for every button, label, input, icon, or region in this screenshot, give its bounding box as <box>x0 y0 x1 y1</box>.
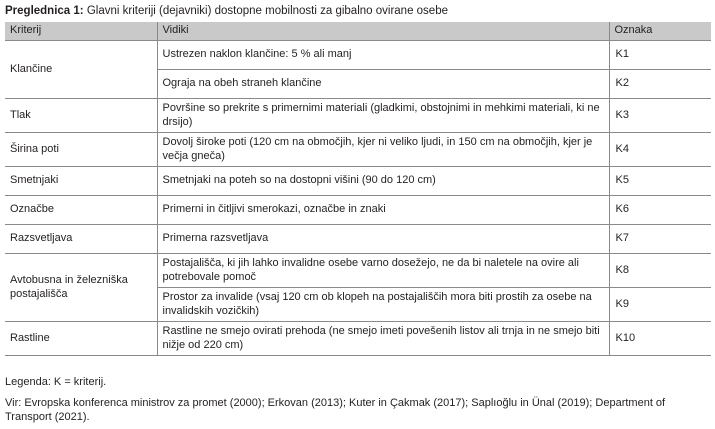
criterion-cell: Razsvetljava <box>5 225 157 254</box>
code-cell: K7 <box>609 225 711 254</box>
aspect-cell: Primerni in čitljivi smerokazi, označbe in znaki <box>157 196 609 225</box>
code-cell: K10 <box>609 322 711 356</box>
table-row <box>5 225 711 254</box>
header-criterion: Kriterij <box>5 22 157 41</box>
code-cell: K4 <box>609 133 711 167</box>
code-cell: K8 <box>609 254 711 288</box>
table-caption <box>5 4 710 18</box>
aspect-cell: Ustrezen naklon klančine: 5 % ali manj <box>157 41 609 70</box>
code-cell: K1 <box>609 41 711 70</box>
aspect-cell: Dovolj široke poti (120 cm na območjih, kjer ni veliko ljudi, in 150 cm na območjih, kjer je večja gneča) <box>157 133 609 167</box>
code-cell: K9 <box>609 288 711 322</box>
criterion-cell: Smetnjaki <box>5 167 157 196</box>
code-cell: K3 <box>609 99 711 133</box>
table-row <box>5 254 711 288</box>
aspect-cell: Primerna razsvetljava <box>157 225 609 254</box>
table-row <box>5 196 711 225</box>
aspect-cell: Postajališča, ki jih lahko invalidne osebe varno dosežejo, ne da bi naletele na ovire ali potrebovale pomoč <box>157 254 609 288</box>
code-cell: K5 <box>609 167 711 196</box>
code-cell: K2 <box>609 70 711 99</box>
caption-label: Preglednica 1: <box>5 5 84 17</box>
criterion-cell: Označbe <box>5 196 157 225</box>
aspect-cell: Smetnjaki na poteh so na dostopni višini (90 do 120 cm) <box>157 167 609 196</box>
aspect-cell: Površine so prekrite s primernimi materiali (gladkimi, obstojnimi in mehkimi materiali, ki ne drsijo) <box>157 99 609 133</box>
aspect-cell: Rastline ne smejo ovirati prehoda (ne smejo imeti povešenih listov ali trnja in ne smejo biti nižje od 220 cm) <box>157 322 609 356</box>
table-row <box>5 167 711 196</box>
criteria-table <box>5 22 711 356</box>
criterion-cell: Tlak <box>5 99 157 133</box>
aspect-cell: Prostor za invalide (vsaj 120 cm ob klopeh na postajališčih mora biti prostih za osebe na invalidskih vozičkih) <box>157 288 609 322</box>
aspect-cell: Ograja na obeh straneh klančine <box>157 70 609 99</box>
header-aspects: Vidiki <box>157 22 609 41</box>
table-row <box>5 322 711 356</box>
table-row <box>5 41 711 70</box>
code-cell: K6 <box>609 196 711 225</box>
criterion-cell: Klančine <box>5 41 157 99</box>
criterion-cell: Avtobusna in železniška postajališča <box>5 254 157 322</box>
table-header-row <box>5 22 711 41</box>
table-source: Vir: Evropska konferenca ministrov za promet (2000); Erkovan (2013); Kuter in Çakmak (2017); Saplıoğlu in Ünal (2019); Department of Transport (2021). <box>5 397 666 423</box>
criterion-cell: Rastline <box>5 322 157 356</box>
table-row <box>5 133 711 167</box>
caption-text: Glavni kriteriji (dejavniki) dostopne mobilnosti za gibalno ovirane osebe <box>86 5 448 17</box>
criterion-cell: Širina poti <box>5 133 157 167</box>
table-row <box>5 99 711 133</box>
header-code: Oznaka <box>609 22 711 41</box>
table-legend: Legenda: K = kriterij. <box>5 376 107 388</box>
